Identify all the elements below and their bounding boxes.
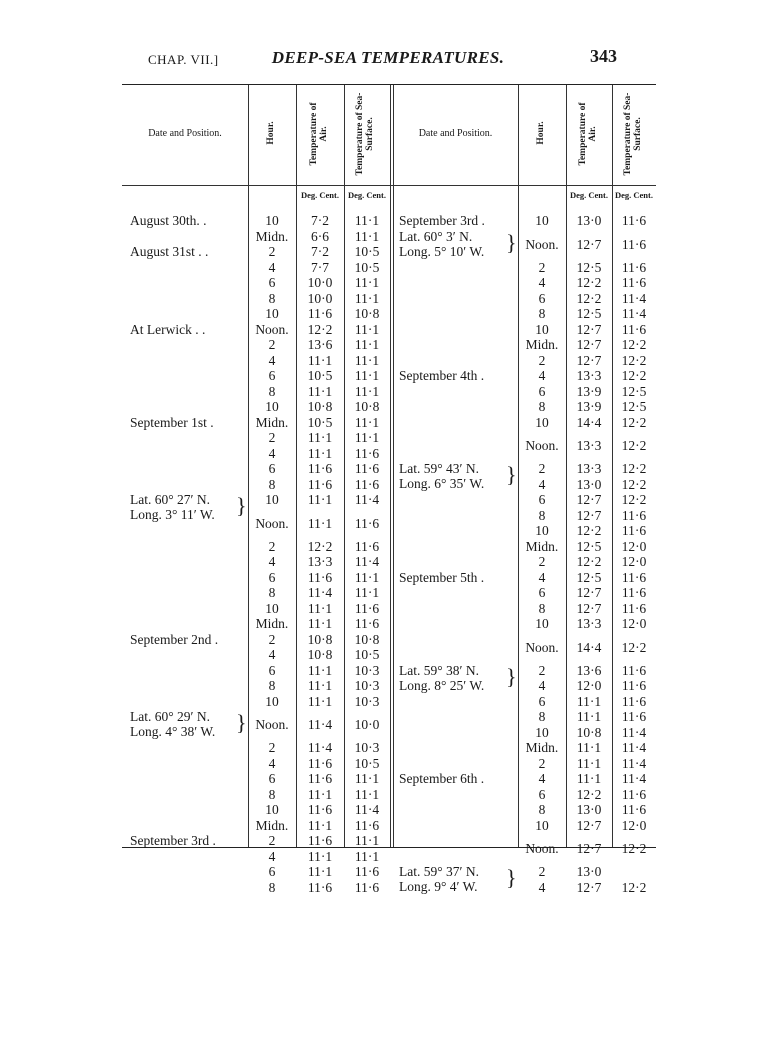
header-sea-left: Temperature of Sea-Surface. <box>355 92 375 176</box>
left-air-temp-cell: 12·2 <box>307 538 333 554</box>
right-hour-cell: 2 <box>538 554 546 569</box>
right-sea-temp-cell: 12·2 <box>621 492 647 507</box>
left-sea-temp-cell: 11·1 <box>354 430 380 445</box>
right-sea-temp-cell: 12·2 <box>621 352 647 368</box>
left-date-label: September 3rd . <box>130 833 216 848</box>
left-air-temp-cell: 11·1 <box>307 817 333 833</box>
right-air-temp-cell: 13·3 <box>576 461 602 476</box>
unit-air-left: Deg. Cent. <box>300 190 339 200</box>
right-air-temp-cell: 11·1 <box>576 709 602 724</box>
right-air-temp-cell: 12·2 <box>576 523 602 538</box>
right-hour-cell: 2 <box>538 662 546 678</box>
right-air-temp-cell: 12·2 <box>576 554 602 569</box>
right-air-temp-cell: 11·1 <box>576 693 602 709</box>
right-air-temp-cell: 13·0 <box>576 864 602 879</box>
right-hour-cell: 10 <box>535 321 549 337</box>
right-hour-cell: 8 <box>538 399 546 414</box>
right-air-temp-cell: 11·1 <box>576 740 602 755</box>
left-date-label: August 30th. . <box>130 213 207 228</box>
left-hour-cell: 8 <box>268 476 276 492</box>
right-air-temp-cell: 12·7 <box>576 585 602 600</box>
left-sea-temp-cell: 11·6 <box>354 864 380 879</box>
left-sea-temp-cell: 10·8 <box>354 306 380 321</box>
right-air-temp-cell: 12·5 <box>576 569 602 585</box>
right-hour-cell: 4 <box>538 678 546 693</box>
right-air-temp-cell: 13·3 <box>576 438 602 453</box>
right-sea-temp-cell: 11·6 <box>621 321 647 337</box>
left-hour-cell: 8 <box>268 786 276 802</box>
right-hour-cell: 2 <box>538 352 546 368</box>
left-hour-cell: 8 <box>268 879 276 895</box>
left-sea-temp-cell: 10·5 <box>354 647 380 662</box>
left-sea-temp-cell: 11·1 <box>354 352 380 368</box>
left-hour-cell: 2 <box>268 833 276 848</box>
left-hour-cell: 2 <box>268 631 276 647</box>
right-hour-cell: Noon. <box>525 438 559 453</box>
right-hour-cell: 4 <box>538 476 546 492</box>
right-air-temp-cell: 12·7 <box>576 841 602 856</box>
right-air-temp-cell: 12·7 <box>576 817 602 833</box>
left-sea-temp-cell: 11·6 <box>354 600 380 616</box>
right-hour-cell: 6 <box>538 383 546 399</box>
left-hour-cell: 10 <box>265 693 279 709</box>
right-hour-cell: 8 <box>538 802 546 817</box>
left-hour-cell: 6 <box>268 368 276 383</box>
right-sea-temp-cell: 11·6 <box>621 585 647 600</box>
left-sea-temp-cell: 10·5 <box>354 259 380 275</box>
unit-sea-left: Deg. Cent. <box>347 190 386 200</box>
left-hour-cell: 6 <box>268 771 276 786</box>
right-sea-temp-cell: 11·4 <box>621 755 647 771</box>
left-date-label: August 31st . . <box>130 244 209 259</box>
right-hour-cell: 10 <box>535 817 549 833</box>
right-hour-cell: 8 <box>538 507 546 523</box>
left-hour-cell: 10 <box>265 306 279 321</box>
left-air-temp-cell: 10·8 <box>307 647 333 662</box>
left-air-temp-cell: 11·6 <box>307 833 333 848</box>
left-hour-cell: Noon. <box>255 717 289 732</box>
left-sea-temp-cell: 11·1 <box>354 337 380 352</box>
left-sea-temp-cell: 10·8 <box>354 399 380 414</box>
right-hour-cell: 6 <box>538 786 546 802</box>
right-sea-temp-cell: 12·2 <box>621 879 647 895</box>
left-air-temp-cell: 10·0 <box>307 290 333 306</box>
left-sea-temp-cell: 11·6 <box>354 616 380 631</box>
page-number: 343 <box>590 46 617 66</box>
right-hour-cell: 8 <box>538 600 546 616</box>
right-sea-temp-cell: 11·4 <box>621 740 647 755</box>
right-hour-cell: 10 <box>535 616 549 631</box>
right-hour-cell: 2 <box>538 259 546 275</box>
right-sea-temp-cell: 12·2 <box>621 368 647 383</box>
right-hour-cell: Noon. <box>525 236 559 252</box>
left-sea-temp-cell: 11·1 <box>354 833 380 848</box>
right-air-temp-cell: 13·0 <box>576 213 602 228</box>
left-air-temp-cell: 10·8 <box>307 399 333 414</box>
left-position-label: Lat. 60° 27′ N. <box>130 492 210 507</box>
right-hour-cell: 6 <box>538 585 546 600</box>
left-sea-temp-cell: 11·4 <box>354 802 380 817</box>
col-rule <box>393 85 394 847</box>
right-sea-temp-cell: 12·5 <box>621 383 647 399</box>
right-air-temp-cell: 13·3 <box>576 616 602 631</box>
right-air-temp-cell: 12·7 <box>576 337 602 352</box>
left-air-temp-cell: 13·6 <box>307 337 333 352</box>
left-sea-temp-cell: 11·1 <box>354 290 380 306</box>
right-air-temp-cell: 12·5 <box>576 538 602 554</box>
right-sea-temp-cell: 11·6 <box>621 523 647 538</box>
left-sea-temp-cell: 11·6 <box>354 879 380 895</box>
left-hour-cell: 2 <box>268 740 276 755</box>
left-hour-cell: 4 <box>268 445 276 461</box>
right-hour-cell: 8 <box>538 709 546 724</box>
left-air-temp-cell: 11·6 <box>307 306 333 321</box>
left-hour-cell: 2 <box>268 430 276 445</box>
right-date-label: September 3rd . <box>399 213 485 228</box>
right-sea-temp-cell: 12·2 <box>621 414 647 430</box>
right-sea-temp-cell: 12·0 <box>621 538 647 554</box>
right-sea-temp-cell: 11·4 <box>621 724 647 740</box>
left-air-temp-cell: 11·6 <box>307 569 333 585</box>
right-hour-cell: 6 <box>538 693 546 709</box>
right-sea-temp-cell: 11·4 <box>621 306 647 321</box>
right-position-label: Long. 5° 10′ W. <box>399 243 485 259</box>
right-sea-temp-cell: 11·6 <box>621 213 647 228</box>
left-hour-cell: 8 <box>268 383 276 399</box>
left-sea-temp-cell: 11·4 <box>354 492 380 507</box>
left-air-temp-cell: 11·1 <box>307 678 333 693</box>
right-air-temp-cell: 13·0 <box>576 476 602 492</box>
left-hour-cell: 8 <box>268 678 276 693</box>
left-air-temp-cell: 11·1 <box>307 352 333 368</box>
right-position-label: Lat. 59° 43′ N. <box>399 461 479 476</box>
left-sea-temp-cell: 11·6 <box>354 476 380 492</box>
right-sea-temp-cell: 12·0 <box>621 554 647 569</box>
left-sea-temp-cell: 11·6 <box>354 515 380 531</box>
left-air-temp-cell: 11·1 <box>307 616 333 631</box>
brace-mark: } <box>506 663 517 689</box>
left-sea-temp-cell: 11·1 <box>354 848 380 864</box>
right-sea-temp-cell: 11·6 <box>621 507 647 523</box>
left-hour-cell: 8 <box>268 290 276 306</box>
right-hour-cell: Noon. <box>525 639 559 655</box>
left-hour-cell: 2 <box>268 538 276 554</box>
left-hour-cell: Noon. <box>255 321 289 337</box>
right-air-temp-cell: 13·9 <box>576 399 602 414</box>
left-hour-cell: Midn. <box>255 817 289 833</box>
right-hour-cell: 8 <box>538 306 546 321</box>
left-air-temp-cell: 11·1 <box>307 600 333 616</box>
right-air-temp-cell: 10·8 <box>576 724 602 740</box>
left-sea-temp-cell: 11·1 <box>354 414 380 430</box>
left-air-temp-cell: 11·4 <box>307 585 333 600</box>
left-hour-cell: 4 <box>268 647 276 662</box>
left-sea-temp-cell: 10·3 <box>354 740 380 755</box>
left-sea-temp-cell: 10·0 <box>354 717 380 732</box>
left-sea-temp-cell: 10·3 <box>354 693 380 709</box>
left-sea-temp-cell: 10·3 <box>354 662 380 678</box>
right-sea-temp-cell: 11·6 <box>621 802 647 817</box>
right-air-temp-cell: 13·0 <box>576 802 602 817</box>
right-air-temp-cell: 12·2 <box>576 786 602 802</box>
right-hour-cell: 4 <box>538 771 546 786</box>
left-sea-temp-cell: 10·8 <box>354 631 380 647</box>
left-position-label: Lat. 60° 29′ N. <box>130 709 210 724</box>
right-sea-temp-cell: 11·4 <box>621 771 647 786</box>
left-hour-cell: 4 <box>268 554 276 569</box>
left-hour-cell: 10 <box>265 399 279 414</box>
right-hour-cell: 2 <box>538 461 546 476</box>
left-air-temp-cell: 6·6 <box>311 228 329 244</box>
right-date-label: September 6th . <box>399 771 485 786</box>
right-air-temp-cell: 14·4 <box>576 414 602 430</box>
left-air-temp-cell: 11·6 <box>307 476 333 492</box>
left-hour-cell: 10 <box>265 802 279 817</box>
left-air-temp-cell: 11·1 <box>307 515 333 531</box>
left-air-temp-cell: 11·6 <box>307 771 333 786</box>
right-hour-cell: 2 <box>538 864 546 879</box>
brace-mark: } <box>236 710 247 735</box>
right-date-label: September 5th . <box>399 569 485 585</box>
right-air-temp-cell: 11·1 <box>576 755 602 771</box>
right-sea-temp-cell: 11·6 <box>621 275 647 290</box>
right-sea-temp-cell: 11·6 <box>621 259 647 275</box>
right-sea-temp-cell: 11·6 <box>621 693 647 709</box>
left-air-temp-cell: 11·1 <box>307 848 333 864</box>
header-rule <box>122 185 656 186</box>
left-sea-temp-cell: 11·1 <box>354 569 380 585</box>
brace-mark: } <box>506 229 517 255</box>
left-date-label: At Lerwick . . <box>130 321 206 337</box>
right-sea-temp-cell: 11·6 <box>621 786 647 802</box>
left-air-temp-cell: 12·2 <box>307 321 333 337</box>
brace-mark: } <box>506 462 517 487</box>
left-hour-cell: Midn. <box>255 616 289 631</box>
right-hour-cell: 6 <box>538 290 546 306</box>
left-hour-cell: 2 <box>268 337 276 352</box>
right-position-label: Lat. 59° 37′ N. <box>399 864 479 879</box>
right-hour-cell: 2 <box>538 755 546 771</box>
left-air-temp-cell: 11·6 <box>307 755 333 771</box>
left-sea-temp-cell: 11·1 <box>354 213 380 228</box>
left-air-temp-cell: 11·1 <box>307 492 333 507</box>
right-air-temp-cell: 13·9 <box>576 383 602 399</box>
right-air-temp-cell: 12·5 <box>576 306 602 321</box>
left-air-temp-cell: 10·5 <box>307 368 333 383</box>
right-air-temp-cell: 12·2 <box>576 290 602 306</box>
left-air-temp-cell: 13·3 <box>307 554 333 569</box>
brace-mark: } <box>236 493 247 518</box>
right-sea-temp-cell: 11·6 <box>621 709 647 724</box>
right-air-temp-cell: 12·5 <box>576 259 602 275</box>
left-sea-temp-cell: 11·1 <box>354 771 380 786</box>
left-date-label: September 1st . <box>130 414 214 430</box>
header-hour-right: Hour. <box>536 121 546 145</box>
right-position-label: Lat. 59° 38′ N. <box>399 662 479 678</box>
right-hour-cell: 4 <box>538 569 546 585</box>
right-air-temp-cell: 12·7 <box>576 492 602 507</box>
header-sea-right: Temperature of Sea-Surface. <box>623 92 643 176</box>
header-air-right: Temperature of Air. <box>578 102 598 166</box>
left-sea-temp-cell: 11·1 <box>354 321 380 337</box>
left-air-temp-cell: 11·1 <box>307 786 333 802</box>
left-air-temp-cell: 11·1 <box>307 430 333 445</box>
left-date-label: September 2nd . <box>130 631 219 647</box>
left-sea-temp-cell: 11·6 <box>354 538 380 554</box>
left-position-label: Long. 3° 11′ W. <box>130 507 215 522</box>
right-sea-temp-cell: 11·6 <box>621 662 647 678</box>
right-hour-cell: 4 <box>538 368 546 383</box>
left-sea-temp-cell: 11·1 <box>354 585 380 600</box>
left-hour-cell: 2 <box>268 244 276 259</box>
right-air-temp-cell: 13·6 <box>576 662 602 678</box>
right-hour-cell: 6 <box>538 492 546 507</box>
right-air-temp-cell: 13·3 <box>576 368 602 383</box>
left-air-temp-cell: 10·5 <box>307 414 333 430</box>
header-date-right: Date and Position. <box>418 128 493 139</box>
right-position-label: Long. 9° 4′ W. <box>399 879 478 894</box>
right-hour-cell: 10 <box>535 523 549 538</box>
left-air-temp-cell: 7·2 <box>311 244 329 259</box>
unit-sea-right: Deg. Cent. <box>614 190 653 200</box>
left-air-temp-cell: 11·6 <box>307 879 333 895</box>
left-sea-temp-cell: 11·1 <box>354 383 380 399</box>
left-air-temp-cell: 7·7 <box>311 259 329 275</box>
right-sea-temp-cell: 11·6 <box>621 236 647 252</box>
left-hour-cell: 6 <box>268 569 276 585</box>
left-air-temp-cell: 11·1 <box>307 445 333 461</box>
left-hour-cell: 10 <box>265 492 279 507</box>
right-hour-cell: Midn. <box>525 538 559 554</box>
left-hour-cell: 4 <box>268 352 276 368</box>
left-sea-temp-cell: 11·6 <box>354 445 380 461</box>
left-hour-cell: 6 <box>268 864 276 879</box>
right-sea-temp-cell: 12·2 <box>621 476 647 492</box>
left-air-temp-cell: 10·8 <box>307 631 333 647</box>
left-air-temp-cell: 11·4 <box>307 717 333 732</box>
right-sea-temp-cell: 11·6 <box>621 569 647 585</box>
chapter-label: CHAP. VII.] <box>148 52 219 67</box>
right-sea-temp-cell: 12·2 <box>621 461 647 476</box>
right-air-temp-cell: 12·0 <box>576 678 602 693</box>
left-hour-cell: Noon. <box>255 515 289 531</box>
left-hour-cell: Midn. <box>255 414 289 430</box>
right-hour-cell: 10 <box>535 414 549 430</box>
left-position-label: Long. 4° 38′ W. <box>130 724 216 739</box>
left-air-temp-cell: 11·6 <box>307 461 333 476</box>
left-sea-temp-cell: 11·1 <box>354 368 380 383</box>
left-hour-cell: 8 <box>268 585 276 600</box>
left-hour-cell: 6 <box>268 461 276 476</box>
left-hour-cell: Midn. <box>255 228 289 244</box>
right-hour-cell: Noon. <box>525 841 559 856</box>
right-sea-temp-cell: 12·5 <box>621 399 647 414</box>
right-hour-cell: 4 <box>538 879 546 895</box>
right-air-temp-cell: 12·7 <box>576 321 602 337</box>
left-hour-cell: 6 <box>268 662 276 678</box>
left-air-temp-cell: 11·1 <box>307 662 333 678</box>
left-air-temp-cell: 11·4 <box>307 740 333 755</box>
left-hour-cell: 10 <box>265 213 279 228</box>
right-air-temp-cell: 11·1 <box>576 771 602 786</box>
right-sea-temp-cell: 12·0 <box>621 616 647 631</box>
right-sea-temp-cell: 11·6 <box>621 678 647 693</box>
right-position-label: Long. 8° 25′ W. <box>399 677 485 693</box>
header-hour-left: Hour. <box>266 121 276 145</box>
left-sea-temp-cell: 11·4 <box>354 554 380 569</box>
temperature-table <box>122 84 656 895</box>
right-sea-temp-cell: 12·2 <box>621 337 647 352</box>
left-sea-temp-cell: 11·1 <box>354 275 380 290</box>
right-position-label: Long. 6° 35′ W. <box>399 476 485 491</box>
left-hour-cell: 4 <box>268 259 276 275</box>
left-sea-temp-cell: 11·1 <box>354 228 380 244</box>
right-position-label: Lat. 60° 3′ N. <box>399 228 473 244</box>
right-sea-temp-cell: 12·0 <box>621 817 647 833</box>
right-hour-cell: 10 <box>535 724 549 740</box>
header-air-left: Temperature of Air. <box>309 102 329 166</box>
right-air-temp-cell: 14·4 <box>576 639 602 655</box>
left-hour-cell: 4 <box>268 848 276 864</box>
left-sea-temp-cell: 10·5 <box>354 755 380 771</box>
right-sea-temp-cell: 12·2 <box>621 639 647 655</box>
right-air-temp-cell: 12·2 <box>576 275 602 290</box>
left-air-temp-cell: 7·2 <box>311 213 329 228</box>
right-air-temp-cell: 12·7 <box>576 236 602 252</box>
right-air-temp-cell: 12·7 <box>576 600 602 616</box>
left-sea-temp-cell: 10·5 <box>354 244 380 259</box>
left-hour-cell: 10 <box>265 600 279 616</box>
unit-air-right: Deg. Cent. <box>569 190 608 200</box>
left-hour-cell: 6 <box>268 275 276 290</box>
right-date-label: September 4th . <box>399 368 485 383</box>
right-hour-cell: 4 <box>538 275 546 290</box>
right-air-temp-cell: 12·7 <box>576 352 602 368</box>
col-rule <box>390 85 391 847</box>
header-date-left: Date and Position. <box>148 128 222 139</box>
right-air-temp-cell: 12·7 <box>576 507 602 523</box>
left-air-temp-cell: 11·1 <box>307 864 333 879</box>
left-sea-temp-cell: 10·3 <box>354 678 380 693</box>
left-air-temp-cell: 11·1 <box>307 383 333 399</box>
left-air-temp-cell: 11·1 <box>307 693 333 709</box>
left-air-temp-cell: 11·6 <box>307 802 333 817</box>
page-title: DEEP-SEA TEMPERATURES. <box>271 48 505 67</box>
left-sea-temp-cell: 11·1 <box>354 786 380 802</box>
right-air-temp-cell: 12·7 <box>576 879 602 895</box>
right-hour-cell: Midn. <box>525 337 559 352</box>
right-sea-temp-cell: 11·4 <box>621 290 647 306</box>
left-sea-temp-cell: 11·6 <box>354 817 380 833</box>
right-hour-cell: 10 <box>535 213 549 228</box>
right-hour-cell: Midn. <box>525 740 559 755</box>
right-sea-temp-cell: 11·6 <box>621 600 647 616</box>
left-hour-cell: 4 <box>268 755 276 771</box>
brace-mark: } <box>506 865 517 890</box>
right-sea-temp-cell: 12·2 <box>621 841 647 856</box>
right-sea-temp-cell: 12·2 <box>621 438 647 453</box>
left-air-temp-cell: 10·0 <box>307 275 333 290</box>
left-sea-temp-cell: 11·6 <box>354 461 380 476</box>
